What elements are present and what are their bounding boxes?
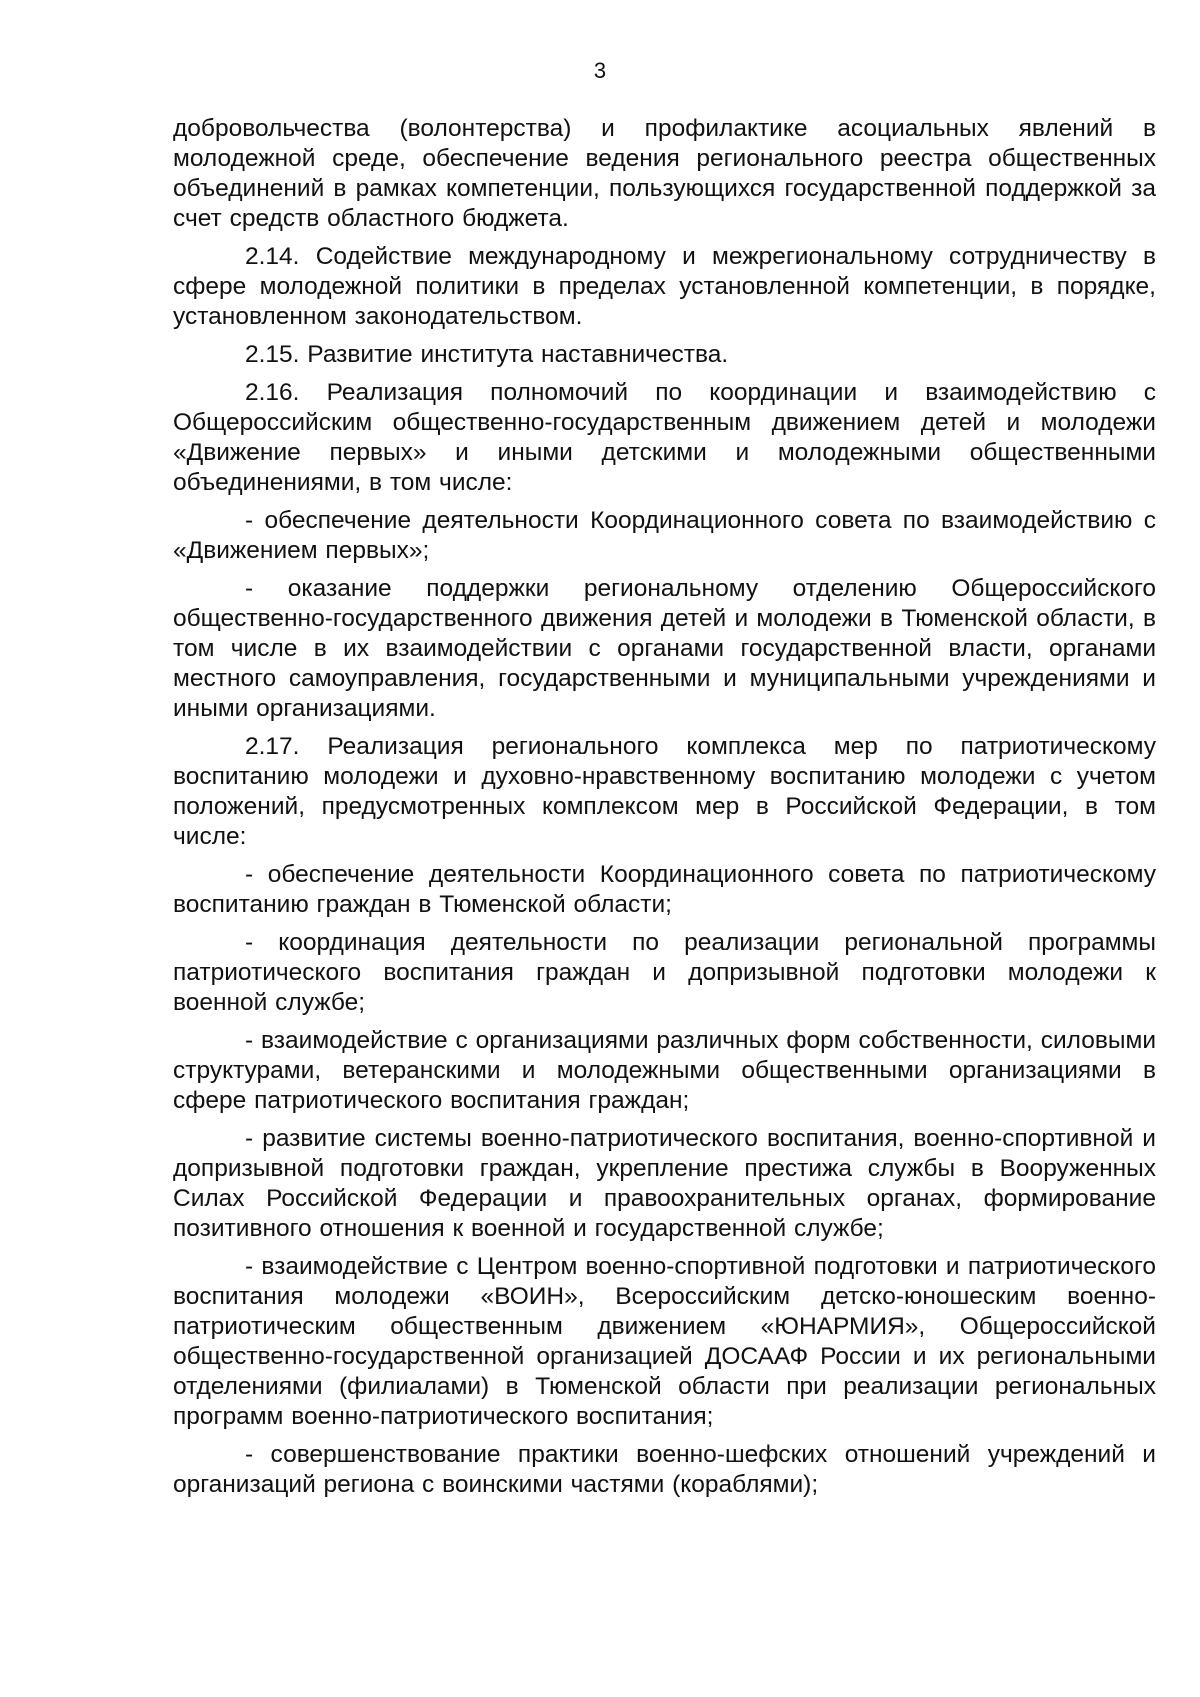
paragraph-2-15: 2.15. Развитие института наставничества.: [245, 341, 729, 368]
list-item-organizations-interaction: - взаимодействие с организациями различных форм собственности, силовыми структурами, ветеранскими и молодежными общественными организациями в сфере патриотического воспитания граждан;: [173, 1027, 1156, 1114]
list-item-coordination-council-first: - обеспечение деятельности Координационного совета по взаимодействию с «Движением первых»;: [173, 507, 1156, 564]
paragraph-continuation: добровольчества (волонтерства) и профилактике асоциальных явлений в молодежной среде, обеспечение ведения регионального реестра общественных объединений в рамках компетенции, пользующихся государственной поддержкой за счет средств областного бюджета.: [173, 115, 1156, 232]
list-item-military-patriotic-system: - развитие системы военно-патриотического воспитания, военно-спортивной и допризывной подготовки граждан, укрепление престижа службы в Вооруженных Силах Российской Федерации и правоохранительных органах, формирование позитивного отношения к военной и государственной службе;: [173, 1125, 1156, 1242]
page-number: 3: [593, 58, 607, 83]
paragraph-2-17: 2.17. Реализация регионального комплекса мер по патриотическому воспитанию молодежи и духовно-нравственному воспитанию молодежи с учетом положений, предусмотренных комплексом мер в Российской Федерации, в том числе:: [173, 733, 1156, 850]
list-item-program-coordination: - координация деятельности по реализации региональной программы патриотического воспитания граждан и допризывной подготовки молодежи к военной службе;: [173, 929, 1156, 1016]
list-item-support-regional-branch: - оказание поддержки региональному отделению Общероссийского общественно-государственного движения детей и молодежи в Тюменской области, в том числе в их взаимодействии с органами государственной власти, органами местного самоуправления, государственными и муниципальными учреждениями и иными организациями.: [173, 575, 1156, 722]
list-item-military-patronage: - совершенствование практики военно-шефских отношений учреждений и организаций региона с воинскими частями (кораблями);: [173, 1441, 1156, 1498]
paragraph-2-14: 2.14. Содействие международному и межрегиональному сотрудничеству в сфере молодежной политики в пределах установленной компетенции, в порядке, установленном законодательством.: [173, 243, 1156, 330]
paragraph-2-16: 2.16. Реализация полномочий по координации и взаимодействию с Общероссийским общественно-государственным движением детей и молодежи «Движение первых» и иными детскими и молодежными общественными объединениями, в том числе:: [173, 379, 1156, 496]
list-item-patriotic-council: - обеспечение деятельности Координационного совета по патриотическому воспитанию граждан в Тюменской области;: [173, 861, 1156, 918]
list-item-voin-yunarmiya-dosaaf: - взаимодействие с Центром военно-спортивной подготовки и патриотического воспитания молодежи «ВОИН», Всероссийским детско-юношеским военно-патриотическим общественным движением «ЮНАРМИЯ», Общероссийской общественно-государственной организацией ДОСААФ России и их региональными отделениями (филиалами) в Тюменской области при реализации региональных программ военно-патриотического воспитания;: [173, 1253, 1156, 1430]
document-body: [173, 114, 1156, 1508]
